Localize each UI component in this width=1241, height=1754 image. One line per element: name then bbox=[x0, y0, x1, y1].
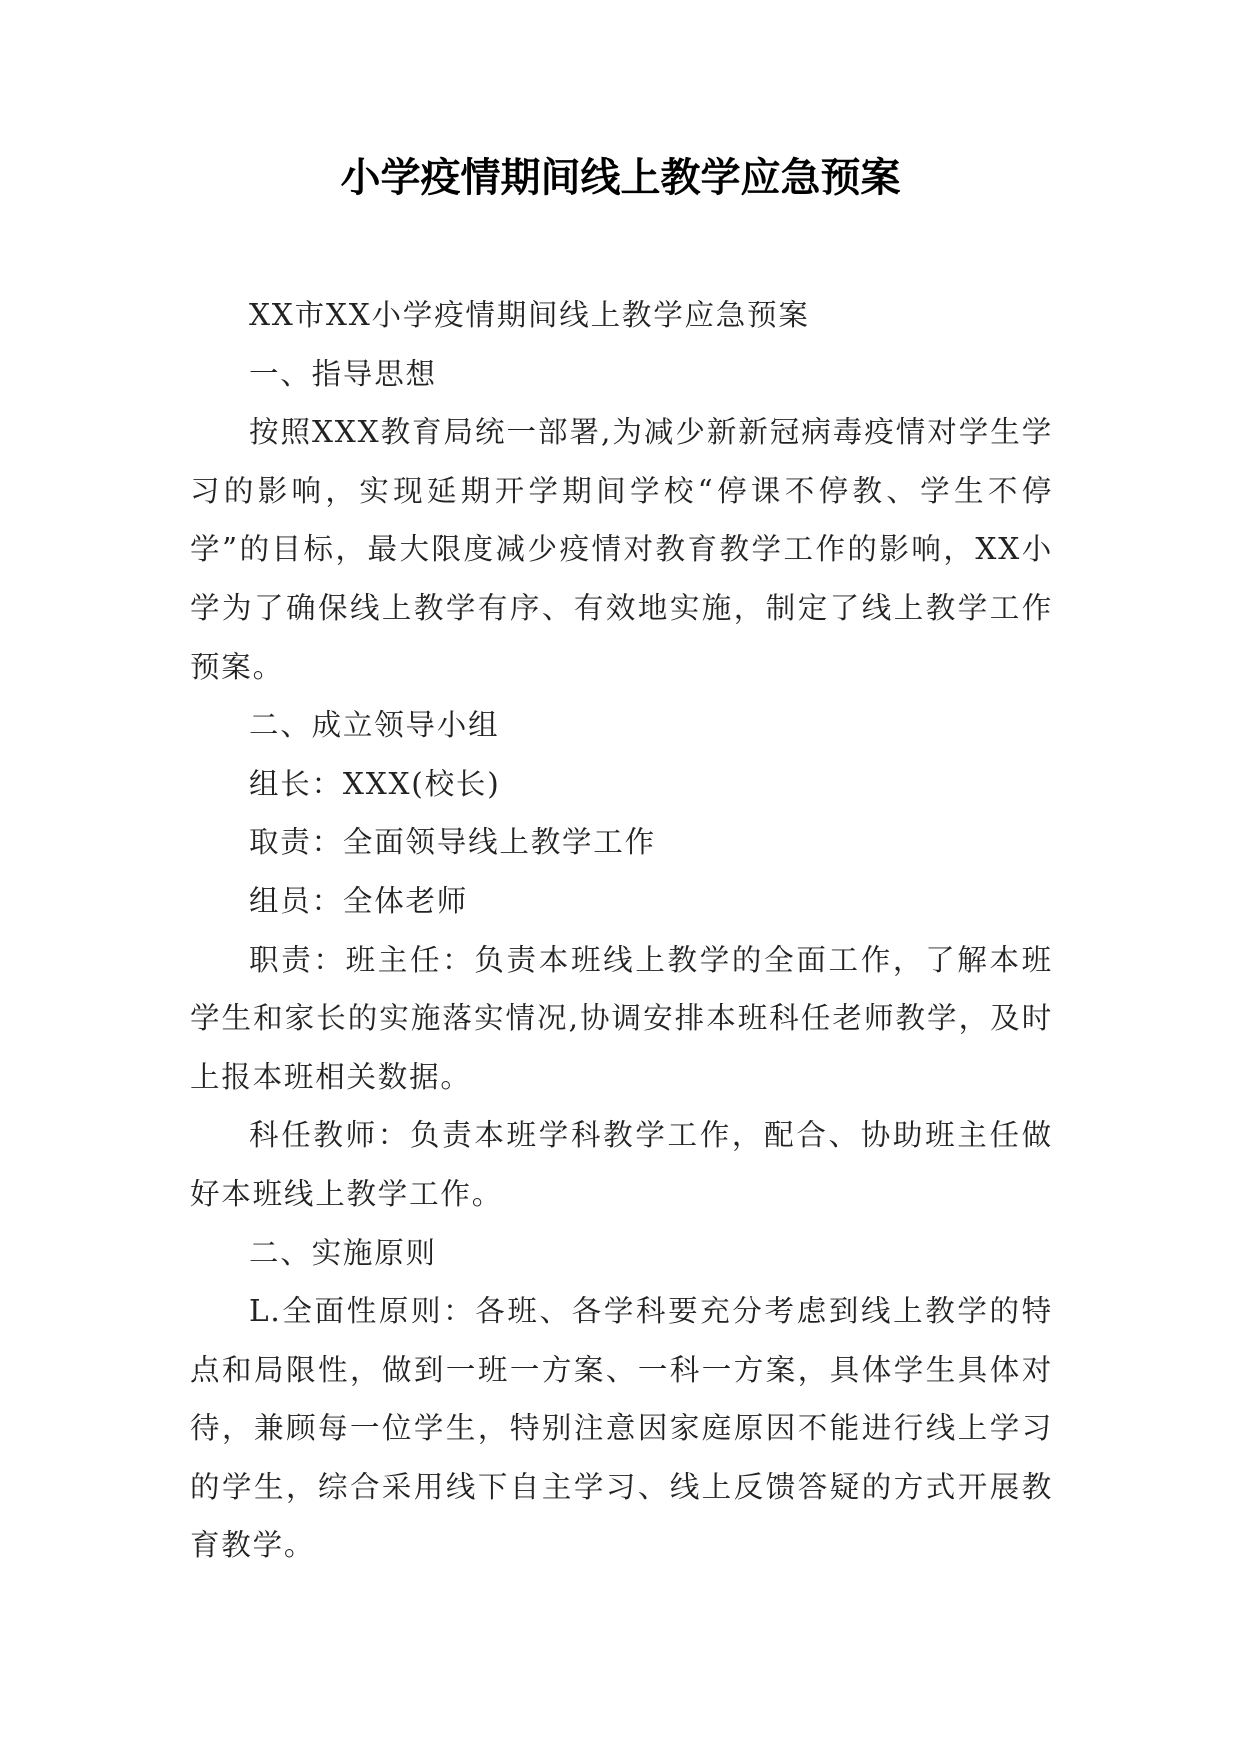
document-subtitle: XX市XX小学疫情期间线上教学应急预案 bbox=[249, 298, 810, 332]
paragraph-subject-teacher-duty: 科任教师：负责本班学科教学工作，配合、协助班主任做好本班线上教学工作。 bbox=[190, 1118, 1053, 1211]
document-body bbox=[190, 286, 1053, 1575]
section-heading-principles: 二、实施原则 bbox=[249, 1235, 437, 1270]
paragraph-head-teacher-duty: 职责：班主任：负责本班线上教学的全面工作，了解本班学生和家长的实施落实情况,协调安排本班科任老师教学，及时上报本班相关数据。 bbox=[190, 942, 1053, 1094]
paragraph-group-leader: 组长：XXX(校长) bbox=[249, 766, 501, 801]
document-title: 小学疫情期间线上教学应急预案 bbox=[340, 155, 901, 201]
section-heading-guiding-ideology: 一、指导思想 bbox=[249, 356, 437, 391]
section-heading-leadership-group: 二、成立领导小组 bbox=[249, 708, 500, 743]
paragraph-group-members: 组员：全体老师 bbox=[249, 883, 469, 918]
paragraph-leader-duty: 取责：全面领导线上教学工作 bbox=[249, 825, 656, 860]
paragraph-comprehensive-principle: L.全面性原则：各班、各学科要充分考虑到线上教学的特点和局限性，做到一班一方案、一科一方案，具体学生具体对待，兼顾每一位学生，特别注意因家庭原因不能进行线上学习的学生，综合采用线下自主学习、线上反馈答疑的方式开展教育教学。 bbox=[190, 1294, 1053, 1563]
paragraph-guiding-ideology: 按照XXX教育局统一部署,为减少新新冠病毒疫情对学生学习的影响，实现延期开学期间学校“停课不停教、学生不停学”的目标，最大限度减少疫情对教育教学工作的影响，XX小学为了确保线上教学有序、有效地实施，制定了线上教学工作预案。 bbox=[190, 415, 1053, 684]
